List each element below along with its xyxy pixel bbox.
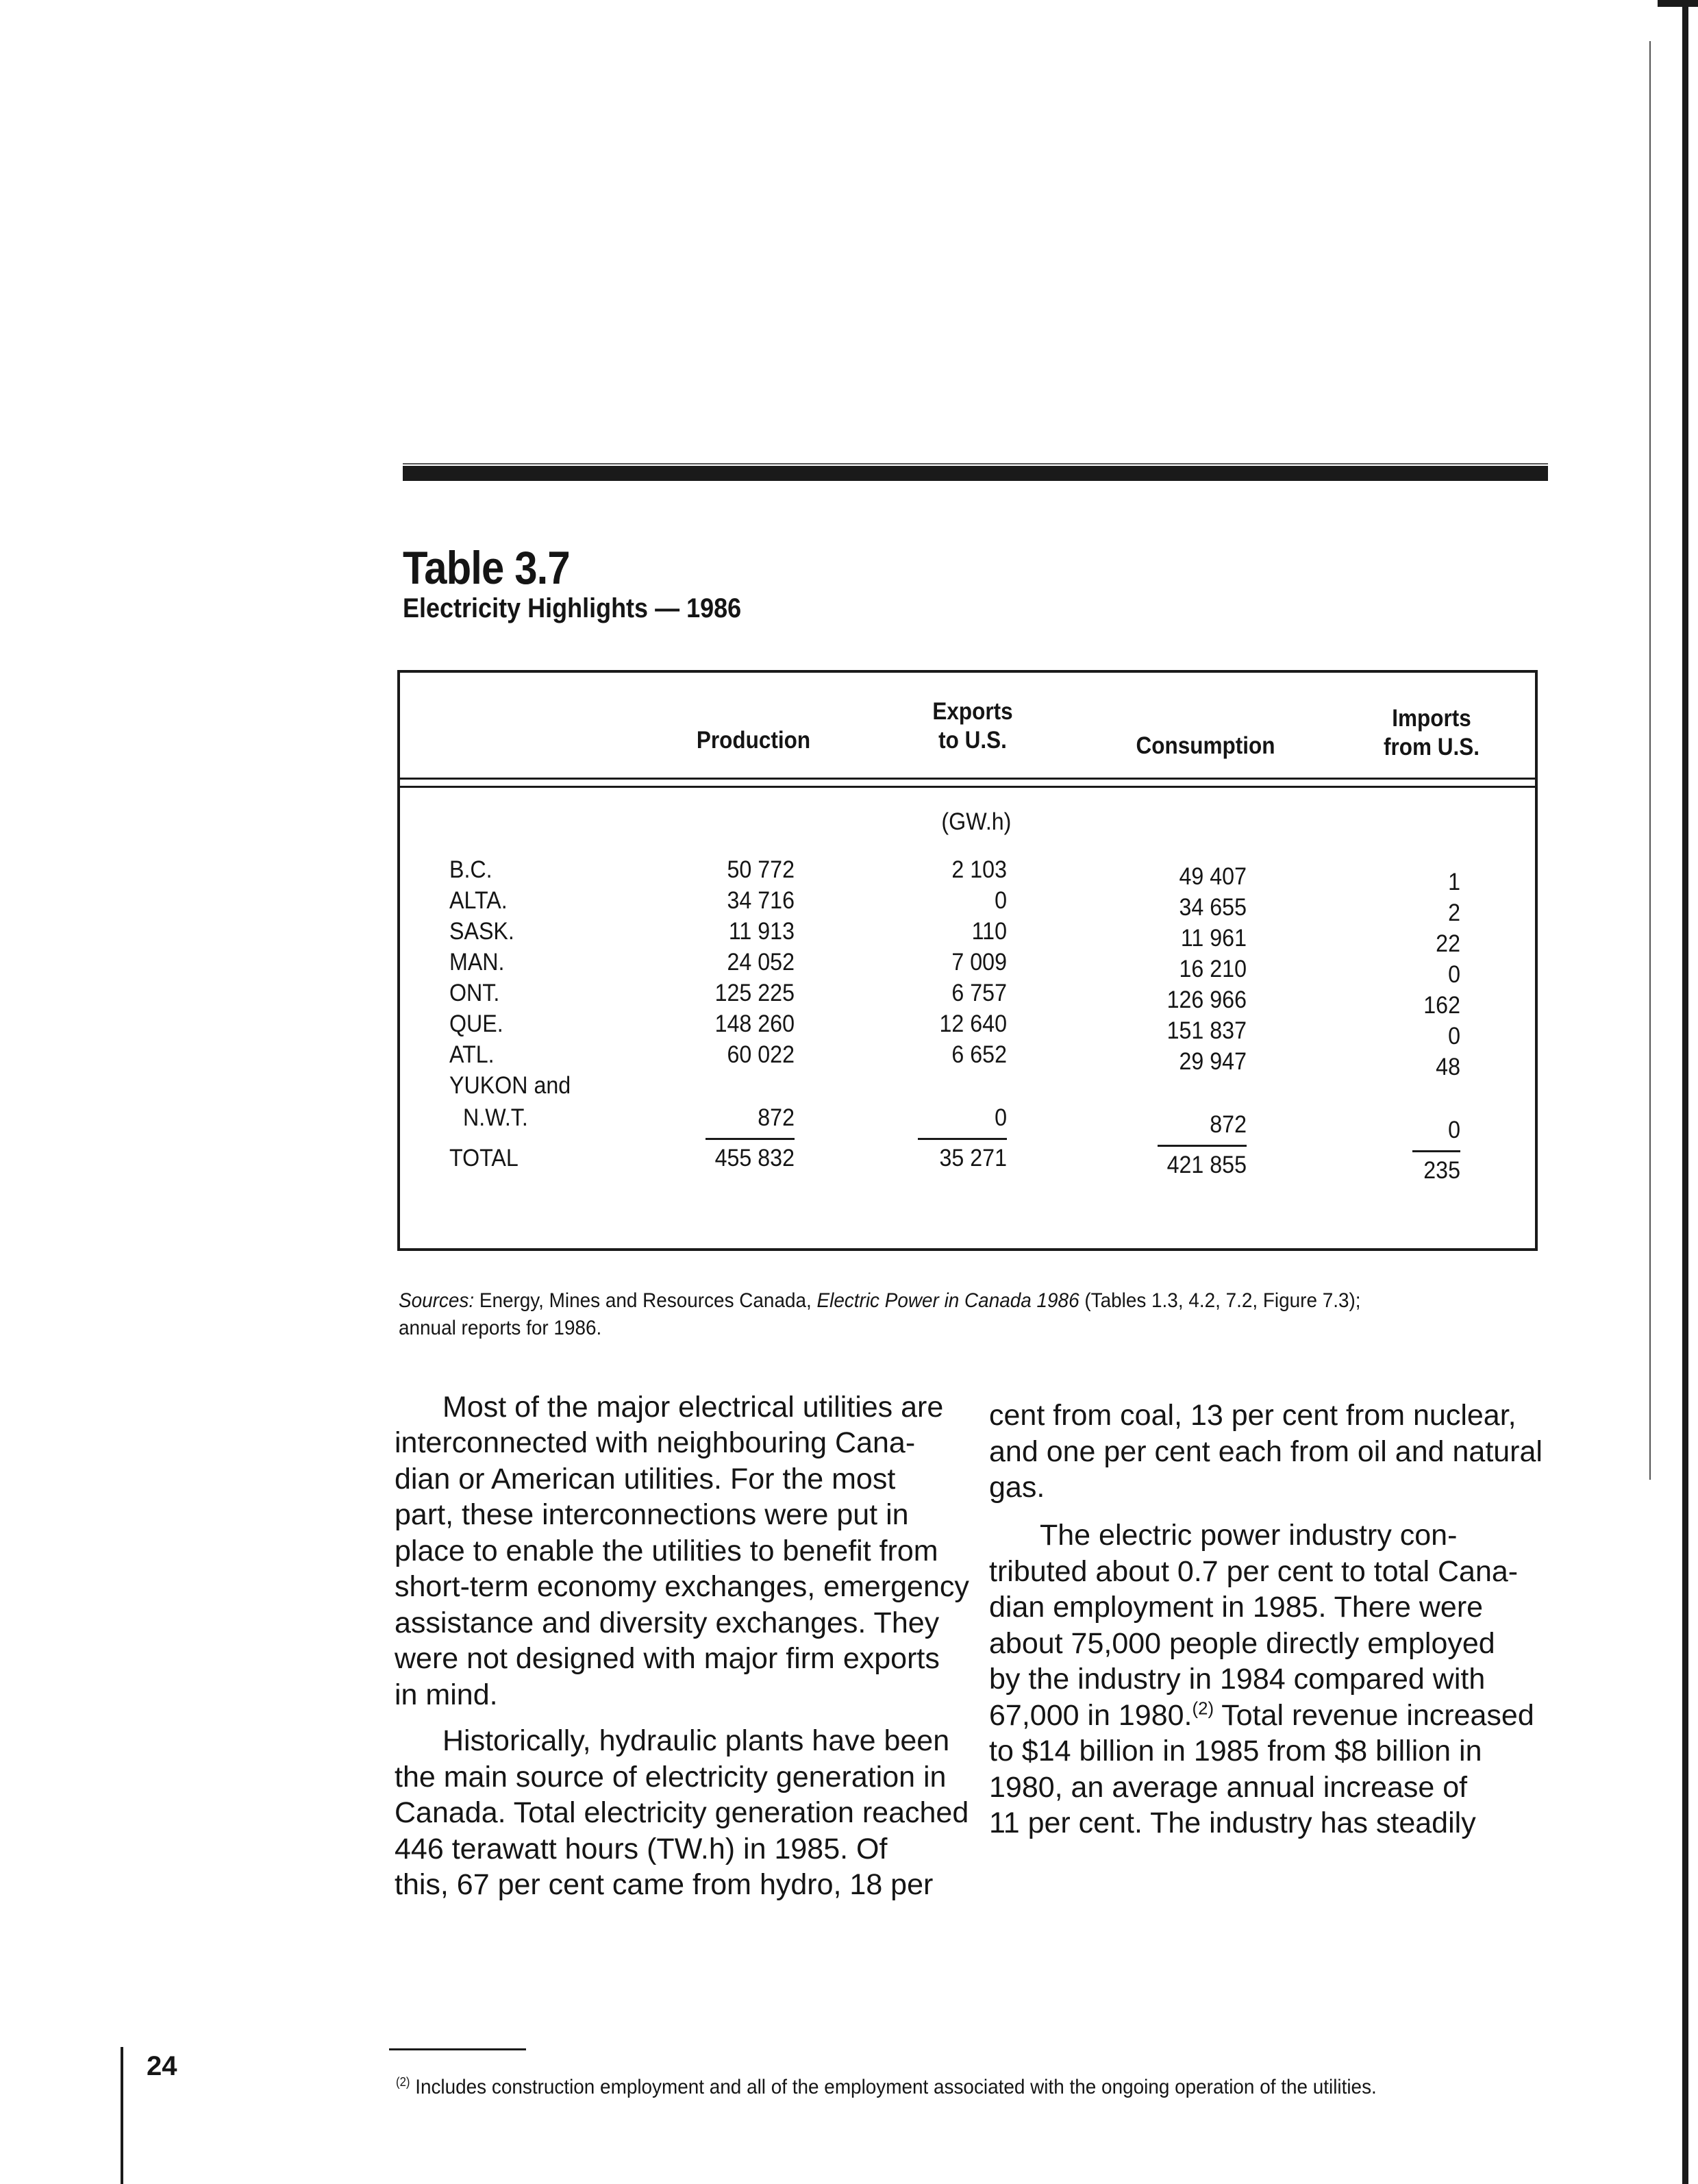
body-right-line-12: 11 per cent. The industry has steadily <box>989 1807 1476 1839</box>
table-total-exports: 35 271 <box>939 1145 1007 1171</box>
body-right-line-11: 1980, an average annual increase of <box>989 1771 1468 1804</box>
table-cell-production: 872 <box>758 1104 795 1131</box>
body-right-line-7: about 75,000 people directly employed <box>989 1627 1495 1660</box>
table-cell-exports: 0 <box>995 887 1007 914</box>
total-rule-consumption <box>1158 1145 1247 1147</box>
table-cell-exports: 12 640 <box>939 1010 1007 1037</box>
table-cell-label: N.W.T. <box>463 1104 528 1131</box>
sources-text-2: (Tables 1.3, 4.2, 7.2, Figure 7.3); <box>1079 1289 1361 1312</box>
table-cell-production: 60 022 <box>727 1041 795 1068</box>
table-cell-imports: 0 <box>1448 1023 1460 1050</box>
total-rule-imports <box>1412 1150 1460 1152</box>
body-left-line-5: place to enable the utilities to benefit from <box>395 1535 938 1567</box>
table-cell-label: ATL. <box>449 1041 495 1068</box>
sources-text-1: Energy, Mines and Resources Canada, <box>474 1289 817 1312</box>
table-cell-production: 24 052 <box>727 949 795 976</box>
header-hairline <box>403 463 1548 464</box>
body-right-line-4: The electric power industry con- <box>1040 1519 1458 1552</box>
table-cell-label: ONT. <box>449 980 500 1006</box>
body-right-line-9 <box>989 1698 1534 1734</box>
table-header-rule <box>400 778 1538 780</box>
body-right-line-3: gas. <box>989 1471 1045 1504</box>
col-header-consumption: Consumption <box>1136 732 1275 759</box>
body-left-line-8: were not designed with major firm exports <box>395 1642 940 1675</box>
table-cell-consumption: 49 407 <box>1179 863 1247 890</box>
footnote-marker: (2) <box>396 2075 410 2089</box>
total-rule-exports <box>918 1138 1007 1140</box>
table-cell-imports: 162 <box>1423 992 1460 1019</box>
total-rule-production <box>706 1138 795 1140</box>
body-right-line-6: dian employment in 1985. There were <box>989 1591 1484 1624</box>
body-right-line-1: cent from coal, 13 per cent from nuclear, <box>989 1399 1516 1432</box>
body-left-line-11: the main source of electricity generation in <box>395 1761 947 1794</box>
table-cell-imports: 0 <box>1448 961 1460 988</box>
table-total-production: 455 832 <box>714 1145 795 1171</box>
col-header-exports-line2: to U.S. <box>938 727 1007 754</box>
table-cell-consumption: 151 837 <box>1166 1017 1247 1044</box>
table-cell-exports: 6 757 <box>951 980 1007 1006</box>
body-left-line-3: dian or American utilities. For the most <box>395 1463 896 1496</box>
sources-label: Sources: <box>399 1289 475 1312</box>
table-header-rule-2 <box>400 786 1538 788</box>
table-total-imports: 235 <box>1423 1157 1460 1184</box>
table-cell-consumption: 872 <box>1210 1111 1247 1138</box>
body-left-line-12: Canada. Total electricity generation reached <box>395 1796 969 1829</box>
table-cell-production: 148 260 <box>714 1010 795 1037</box>
binding-edge <box>1682 0 1688 2184</box>
table-cell-label: QUE. <box>449 1010 503 1037</box>
table-cell-consumption: 126 966 <box>1166 986 1247 1013</box>
body-right-line-9-tail: Total revenue increased <box>1214 1699 1534 1732</box>
table-cell-consumption: 34 655 <box>1179 894 1247 921</box>
footnote-rule <box>389 2048 526 2050</box>
footnote <box>396 2076 1377 2099</box>
table-number: Table 3.7 <box>403 542 570 594</box>
body-left-line-6: short-term economy exchanges, emergency <box>395 1570 969 1603</box>
body-right-line-2: and one per cent each from oil and natural <box>989 1435 1543 1468</box>
col-header-imports-line2: from U.S. <box>1383 734 1480 760</box>
table-cell-production: 125 225 <box>714 980 795 1006</box>
table-cell-production: 50 772 <box>727 856 795 883</box>
table-cell-imports: 0 <box>1448 1117 1460 1143</box>
body-right-line-10: to $14 billion in 1985 from $8 billion in <box>989 1735 1482 1767</box>
sources-note <box>399 1288 1361 1314</box>
body-left-line-13: 446 terawatt hours (TW.h) in 1985. Of <box>395 1833 888 1865</box>
table-cell-label: B.C. <box>449 856 492 883</box>
sources-publication: Electric Power in Canada 1986 <box>816 1289 1079 1312</box>
footnote-ref: (2) <box>1192 1699 1214 1719</box>
body-right-line-9-text: 67,000 in 1980. <box>989 1699 1193 1732</box>
table-cell-imports: 22 <box>1436 930 1460 957</box>
body-left-line-1: Most of the major electrical utilities are <box>442 1391 944 1424</box>
table-cell-imports: 48 <box>1436 1054 1460 1080</box>
col-header-imports-line1: Imports <box>1392 705 1471 732</box>
body-left-line-10: Historically, hydraulic plants have been <box>442 1724 950 1757</box>
table-cell-exports: 110 <box>971 918 1007 945</box>
body-left-line-9: in mind. <box>395 1678 498 1711</box>
sources-note-line2: annual reports for 1986. <box>399 1317 602 1339</box>
table-cell-label: SASK. <box>449 918 514 945</box>
body-right-line-5: tributed about 0.7 per cent to total Cana- <box>989 1555 1519 1588</box>
body-right-line-8: by the industry in 1984 compared with <box>989 1663 1486 1696</box>
body-left-line-4: part, these interconnections were put in <box>395 1498 909 1531</box>
table-cell-exports: 6 652 <box>951 1041 1007 1068</box>
table-cell-exports: 7 009 <box>951 949 1007 976</box>
col-header-production: Production <box>696 727 811 754</box>
header-rule <box>403 466 1548 481</box>
table-cell-imports: 1 <box>1448 869 1460 895</box>
page-margin-bar <box>121 2047 123 2184</box>
table-cell-exports: 2 103 <box>951 856 1007 883</box>
unit-label: (GW.h) <box>941 808 1012 835</box>
col-header-exports-line1: Exports <box>932 698 1013 725</box>
table-cell-label: ALTA. <box>449 887 508 914</box>
body-left-line-14: this, 67 per cent came from hydro, 18 per <box>395 1868 934 1901</box>
table-cell-production: 34 716 <box>727 887 795 914</box>
table-cell-exports: 0 <box>995 1104 1007 1131</box>
table-cell-imports: 2 <box>1448 899 1460 926</box>
table-cell-label: YUKON and <box>449 1072 571 1099</box>
table-cell-consumption: 29 947 <box>1179 1048 1247 1075</box>
table-total-label: TOTAL <box>449 1145 519 1171</box>
table-cell-consumption: 16 210 <box>1179 956 1247 982</box>
footnote-text: Includes construction employment and all of the employment associated with the ongoing operation of the utilities. <box>410 2076 1377 2098</box>
body-left-line-2: interconnected with neighbouring Cana- <box>395 1426 916 1459</box>
binding-edge-top <box>1658 0 1698 7</box>
page-number: 24 <box>147 2051 177 2081</box>
binding-edge-thin <box>1649 41 1651 1480</box>
table-cell-production: 11 913 <box>728 918 795 945</box>
table-caption: Electricity Highlights — 1986 <box>403 593 742 623</box>
table-cell-label: MAN. <box>449 949 505 976</box>
table-cell-consumption: 11 961 <box>1180 925 1247 952</box>
body-left-line-7: assistance and diversity exchanges. They <box>395 1606 940 1639</box>
table-total-consumption: 421 855 <box>1166 1152 1247 1178</box>
